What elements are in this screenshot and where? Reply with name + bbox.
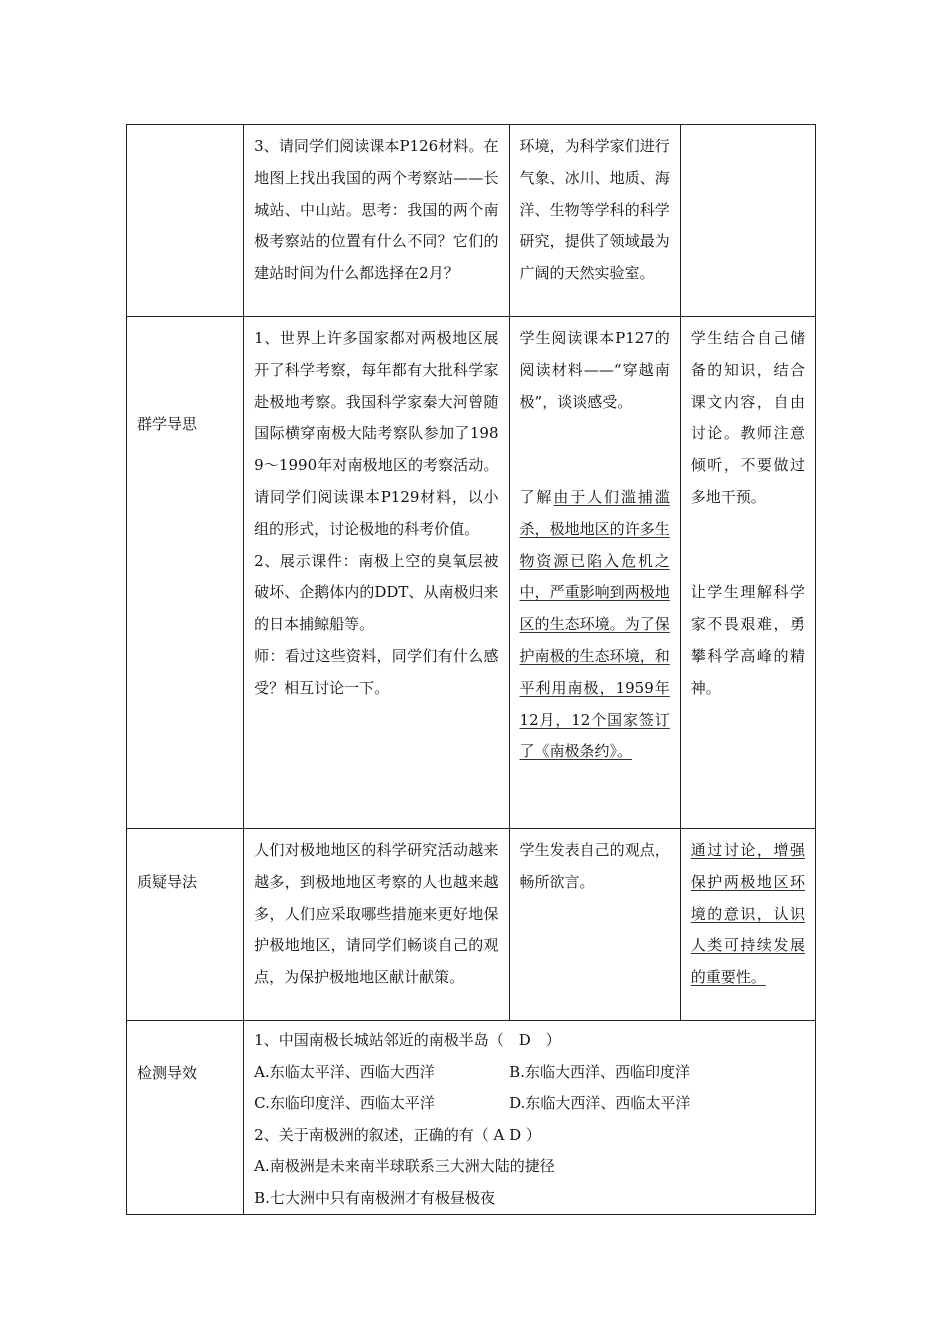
student-paragraph-2	[520, 482, 670, 768]
question-1-options-row-1	[254, 1057, 805, 1089]
teacher-paragraph-2: 2、展示课件：南极上空的臭氧层被破坏、企鹅体内的DDT、从南极归来的日本捕鲸船等。	[254, 551, 499, 634]
student-activity-cell	[509, 125, 680, 317]
stage-cell	[127, 317, 244, 829]
option-a: A.东临太平洋、西临大西洋	[254, 1062, 435, 1081]
teacher-activity-text: 3、请同学们阅读课本P126材料。在地图上找出我国的两个考察站——长城站、中山站。思考：我国的两个南极考察站的位置有什么不同？它们的建站时间为什么都选择在2月？	[254, 137, 499, 283]
option-b: B.东临大西洋、西临印度洋	[509, 1062, 690, 1081]
stage-cell	[127, 1021, 244, 1215]
stage-label: 群学导思	[137, 415, 198, 433]
student-activity-text: 学生发表自己的观点，畅所欲言。	[519, 841, 670, 891]
stage-cell	[127, 829, 244, 1021]
student-paragraph-1: 学生阅读课本P127的阅读材料——“穿越南极”，谈谈感受。	[519, 329, 670, 411]
question-1: 1、中国南极长城站邻近的南极半岛（ D ）	[254, 1031, 561, 1049]
teacher-activity-cell	[244, 829, 509, 1021]
intent-paragraph-2: 让学生理解科学家不畏艰难，勇攀科学高峰的精神。	[690, 583, 805, 697]
intent-cell	[680, 317, 815, 829]
student-activity-cell	[509, 829, 680, 1021]
table-row-test-guide	[127, 1021, 816, 1215]
student-paragraph-2-underlined: 由于人们滥捕滥杀，极地地区的许多生物资源已陷入危机之中，严重影响到两极地区的生态环境。为了保护南极的生态环境，和平利用南极，1959年12月，12个国家签订了《南极条约》。	[519, 487, 670, 761]
question-2-option-b: B.七大洲中只有南极洲才有极昼极夜	[254, 1188, 495, 1207]
student-activity-text: 环境，为科学家们进行气象、冰川、地质、海洋、生物等学科的科学研究，提供了领域最为广阔的天然实验室。	[519, 137, 670, 283]
teacher-activity-cell	[244, 317, 509, 829]
intent-paragraph-1: 学生结合自己储备的知识，结合课文内容，自由讨论。教师注意倾听，不要做过多地干预。	[690, 329, 805, 506]
stage-label: 质疑导法	[137, 873, 198, 891]
teacher-activity-text: 人们对极地地区的科学研究活动越来越多，到极地地区考察的人也越来越多，人们应采取哪些措施来更好地保护极地地区，请同学们畅谈自己的观点，为保护极地地区献计献策。	[254, 841, 499, 987]
table-row-group-thinking	[127, 317, 816, 829]
teacher-paragraph-3: 师：看过这些资料，同学们有什么感受？相互讨论一下。	[254, 646, 499, 697]
quiz-cell	[244, 1021, 816, 1215]
option-d: D.东临大西洋、西临太平洋	[509, 1094, 691, 1112]
stage-label: 检测导效	[137, 1064, 198, 1082]
intent-cell-empty	[680, 125, 815, 317]
intent-text	[691, 835, 805, 994]
question-1-options-row-2	[254, 1088, 805, 1120]
question-2-option-a: A.南极洲是未来南半球联系三大洲大陆的捷径	[254, 1157, 555, 1175]
table-row-question-guide	[127, 829, 816, 1021]
intent-cell	[680, 829, 815, 1021]
stage-cell-empty	[127, 125, 244, 317]
table-row-continuation	[127, 125, 816, 317]
student-activity-cell	[509, 317, 680, 829]
teacher-paragraph-1: 1、世界上许多国家都对两极地区展开了科学考察，每年都有大批科学家赴极地考察。我国科学家秦大河曾随国际横穿南极大陆考察队参加了1989～1990年对南极地区的考察活动。请同学们阅读课本P129材料，以小组的形式，讨论极地的科考价值。	[254, 329, 499, 538]
option-c: C.东临印度洋、西临太平洋	[254, 1094, 435, 1112]
question-2: 2、关于南极洲的叙述，正确的有（ A D ）	[254, 1125, 541, 1144]
teacher-activity-cell	[244, 125, 509, 317]
lesson-plan-table	[126, 124, 816, 1215]
student-paragraph-2-prefix: 了解	[519, 487, 554, 506]
intent-text-underlined: 通过讨论，增强保护两极地区环境的意识，认识人类可持续发展的重要性。	[690, 841, 805, 987]
